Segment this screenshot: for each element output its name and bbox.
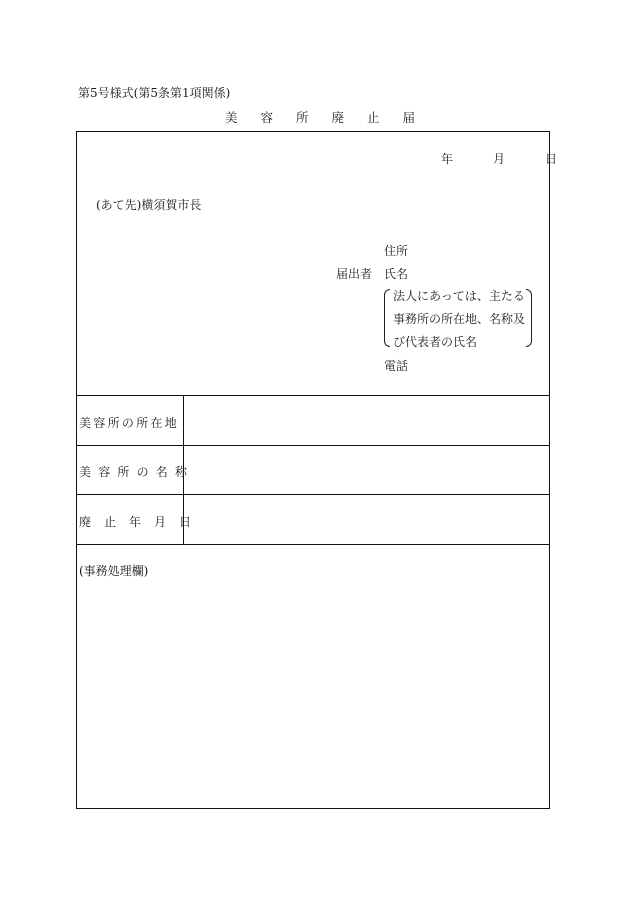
date-month-label: 月 [493, 152, 506, 166]
notifier-label: 届出者 [336, 267, 373, 281]
left-bracket [384, 289, 390, 347]
date-day-label: 日 [545, 152, 558, 166]
addressee: (あて先)横須賀市長 [96, 198, 202, 212]
divider-header-section [76, 395, 550, 396]
row-label-name: 美容所の名称 [79, 465, 195, 479]
date-year-label: 年 [441, 152, 454, 166]
submission-date [441, 150, 557, 167]
form-number: 第5号様式(第5条第1項関係) [78, 86, 231, 100]
divider-office-section [76, 544, 550, 545]
name-label: 氏名 [384, 267, 409, 281]
corporate-note-line: 事務所の所在地、名称及 [393, 312, 526, 326]
right-bracket [526, 289, 532, 347]
row-label-closure-date: 廃止年月日 [79, 515, 205, 529]
office-use-label: (事務処理欄) [79, 564, 149, 578]
phone-label: 電話 [384, 359, 409, 373]
document-title: 美容所廃止届 [225, 110, 439, 125]
divider-row-2 [76, 494, 550, 495]
corporate-note [384, 287, 532, 349]
row-label-location: 美容所の所在地 [79, 416, 180, 430]
address-label: 住所 [384, 244, 409, 258]
corporate-note-line: 法人にあっては、主たる [393, 289, 525, 303]
divider-row-1 [76, 445, 550, 446]
corporate-note-line: び代表者の氏名 [393, 335, 478, 349]
